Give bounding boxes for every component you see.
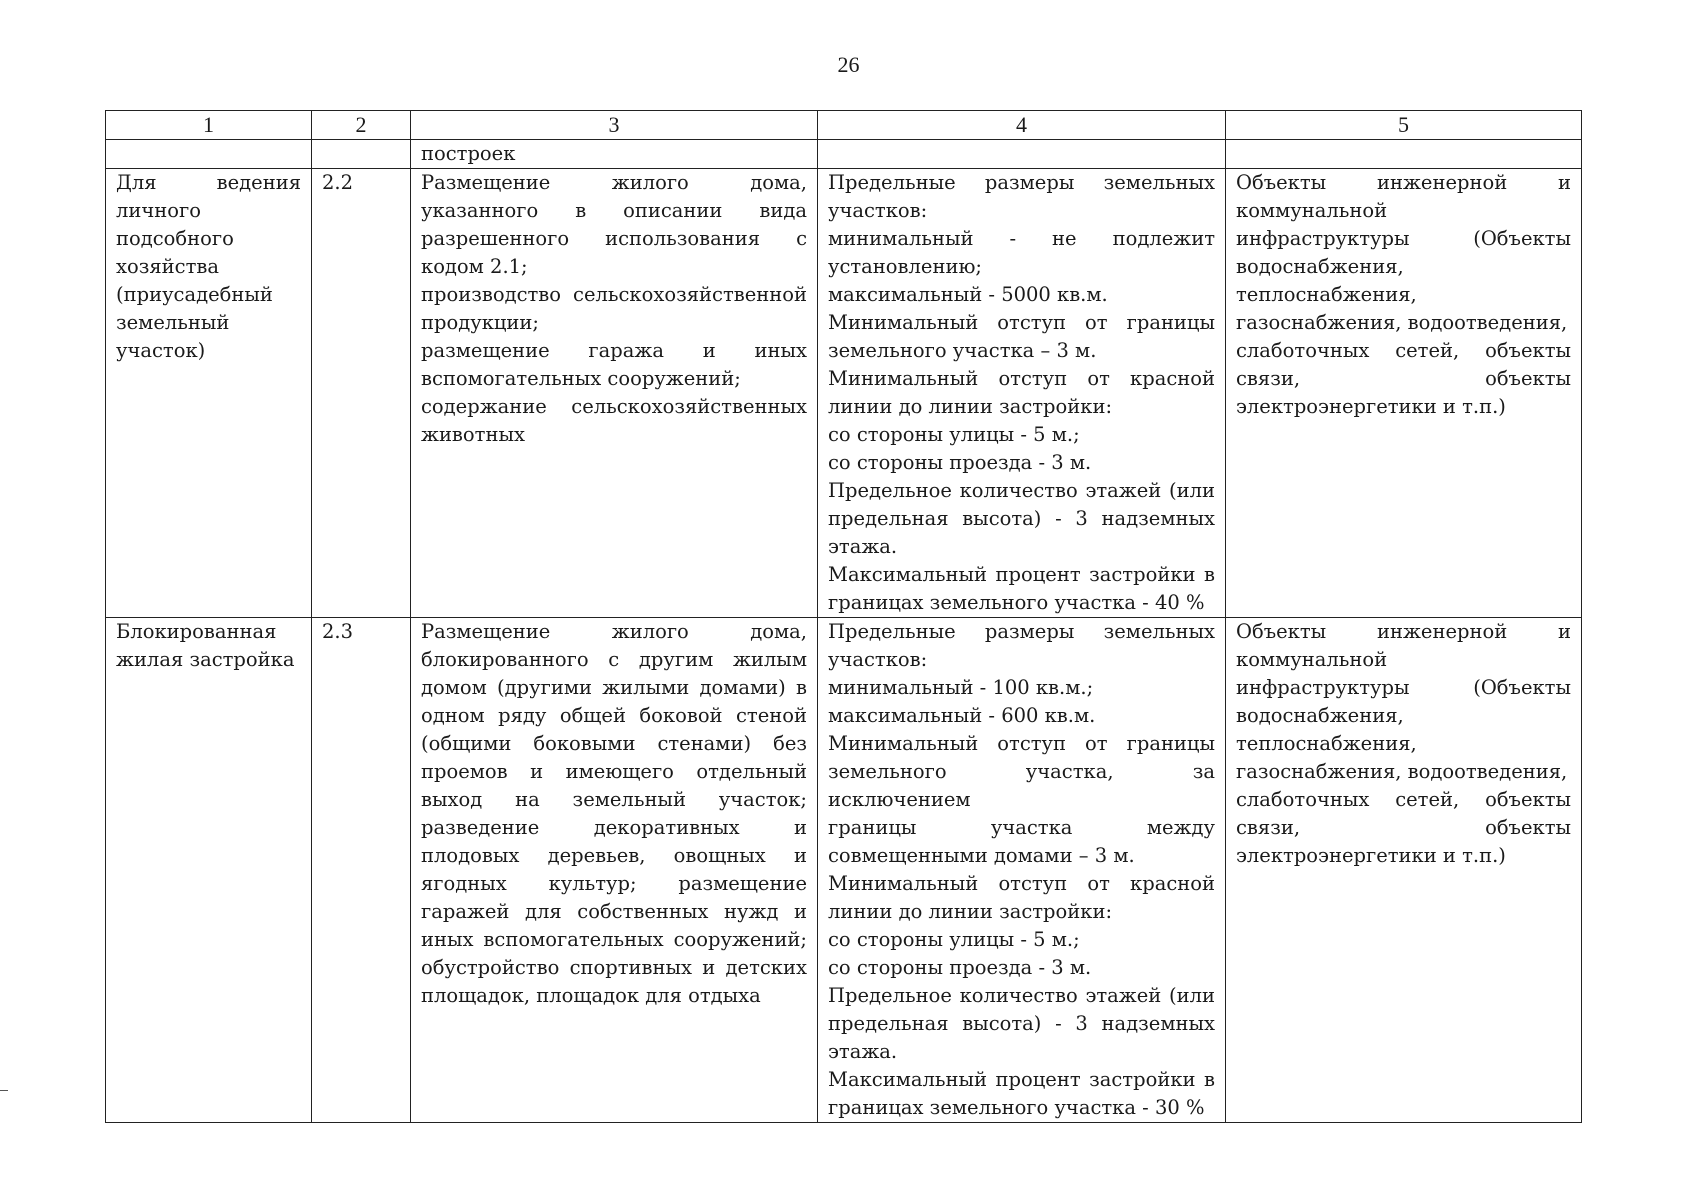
use-parameters-cell — [818, 169, 1226, 618]
cell-text-line: электроэнергетики и т.п.) — [1236, 395, 1506, 418]
cell-text-line: границах земельного участка - 40 % — [828, 591, 1205, 614]
cell-text-line: проемов и имеющего отдельный — [421, 760, 807, 783]
cell-text-line: Для ведения — [116, 171, 301, 194]
cell-text-line: линии до линии застройки: — [828, 395, 1113, 418]
continuation-cell-2 — [312, 140, 411, 169]
cell-text-line: участок) — [116, 339, 206, 362]
cell-text-line: гаражей для собственных нужд и — [421, 900, 807, 923]
cell-text-line: совмещенными домами – 3 м. — [828, 844, 1135, 867]
cell-text-line: коммунальной — [1236, 199, 1388, 222]
cell-text-line: выход на земельный участок; — [421, 788, 807, 811]
cell-text-line: Максимальный процент застройки в — [828, 1068, 1215, 1091]
cell-text-line: Предельное количество этажей (или — [828, 479, 1215, 502]
cell-text-line: теплоснабжения, — [1236, 732, 1417, 755]
cell-text-line: животных — [421, 423, 525, 446]
cell-text-line: Размещение жилого дома, — [421, 620, 807, 643]
continuation-cell-1 — [106, 140, 312, 169]
cell-text-line: водоснабжения, — [1236, 255, 1404, 278]
cell-text-line: коммунальной — [1236, 648, 1388, 671]
cell-text-line: указанного в описании вида — [421, 199, 807, 222]
cell-text-line: теплоснабжения, — [1236, 283, 1417, 306]
cell-text-line: (приусадебный — [116, 283, 273, 306]
use-parameters-cell — [818, 618, 1226, 1123]
cell-text-line: земельный — [116, 311, 230, 334]
auxiliary-uses-cell — [1226, 169, 1582, 618]
cell-text-line: Предельные размеры земельных — [828, 620, 1215, 643]
cell-text-line: инфраструктуры (Объекты — [1236, 676, 1571, 699]
cell-text-line: слаботочных сетей, объекты — [1236, 339, 1571, 362]
cell-text-line: максимальный - 5000 кв.м. — [828, 283, 1108, 306]
header-row — [106, 111, 1582, 140]
cell-text-line: этажа. — [828, 1040, 898, 1063]
cell-text-line: предельная высота) - 3 надземных — [828, 1012, 1215, 1035]
cell-text-line: (общими боковыми стенами) без — [421, 732, 807, 755]
cell-text-line: Предельное количество этажей (или — [828, 984, 1215, 1007]
cell-text-line: содержание сельскохозяйственных — [421, 395, 807, 418]
continuation-row — [106, 140, 1582, 169]
cell-text-line: жилая застройка — [116, 648, 295, 671]
cell-text-line: подсобного — [116, 227, 234, 250]
page-number: 26 — [837, 52, 860, 77]
continuation-cell-5 — [1226, 140, 1582, 169]
cell-text-line: земельного участка – 3 м. — [828, 339, 1097, 362]
cell-text-line: обустройство спортивных и детских — [421, 956, 807, 979]
table-row — [106, 618, 1582, 1123]
cell-text-line: Объекты инженерной и — [1236, 620, 1571, 643]
cell-text-line: минимальный - не подлежит — [828, 227, 1215, 250]
cell-text-line: иных вспомогательных сооружений; — [421, 928, 807, 951]
cell-text-line: со стороны улицы - 5 м.; — [828, 423, 1080, 446]
cell-text-line: плодовых деревьев, овощных и — [421, 844, 807, 867]
cell-text-line: со стороны проезда - 3 м. — [828, 956, 1092, 979]
cell-text-line: площадок, площадок для отдыха — [421, 984, 761, 1007]
use-name-cell — [106, 169, 312, 618]
cell-text-line: газоснабжения, водоотведения, — [1236, 760, 1568, 783]
continuation-cell-3: построек — [411, 140, 818, 169]
cell-text-line: со стороны проезда - 3 м. — [828, 451, 1092, 474]
use-description-cell — [411, 618, 818, 1123]
continuation-cell-4 — [818, 140, 1226, 169]
header-col-4: 4 — [818, 111, 1226, 140]
cell-text-line: разведение декоративных и — [421, 816, 807, 839]
cell-text-line: электроэнергетики и т.п.) — [1236, 844, 1506, 867]
cell-text-line: домом (другими жилыми домами) в — [421, 676, 807, 699]
cell-text-line: этажа. — [828, 535, 898, 558]
cell-text-line: Блокированная — [116, 620, 277, 643]
cell-text-line: связи, объекты — [1236, 367, 1571, 390]
cell-text-line: со стороны улицы - 5 м.; — [828, 928, 1080, 951]
cell-text-line: слаботочных сетей, объекты — [1236, 788, 1571, 811]
cell-text-line: продукции; — [421, 311, 539, 334]
scan-edge-mark — [0, 1090, 8, 1091]
cell-text-line: размещение гаража и иных — [421, 339, 807, 362]
auxiliary-uses-cell — [1226, 618, 1582, 1123]
cell-text-line: Минимальный отступ от красной — [828, 367, 1215, 390]
cell-text-line: предельная высота) - 3 надземных — [828, 507, 1215, 530]
cell-text-line: одном ряду общей боковой стеной — [421, 704, 807, 727]
cell-text-line: участков: — [828, 199, 928, 222]
cell-text-line: связи, объекты — [1236, 816, 1571, 839]
use-description-cell — [411, 169, 818, 618]
use-name-cell — [106, 618, 312, 1123]
use-code-cell: 2.2 — [312, 169, 411, 618]
header-col-1: 1 — [106, 111, 312, 140]
cell-text-line: блокированного с другим жилым — [421, 648, 807, 671]
cell-text-line: Минимальный отступ от красной — [828, 872, 1215, 895]
use-code-cell: 2.3 — [312, 618, 411, 1123]
cell-text-line: личного — [116, 199, 201, 222]
cell-text-line: кодом 2.1; — [421, 255, 528, 278]
cell-text-line: Предельные размеры земельных — [828, 171, 1215, 194]
cell-text-line: газоснабжения, водоотведения, — [1236, 311, 1568, 334]
header-col-5: 5 — [1226, 111, 1582, 140]
cell-text-line: разрешенного использования с — [421, 227, 807, 250]
cell-text-line: хозяйства — [116, 255, 219, 278]
cell-text-line: вспомогательных сооружений; — [421, 367, 741, 390]
cell-text-line: границах земельного участка - 30 % — [828, 1096, 1205, 1119]
cell-text-line: водоснабжения, — [1236, 704, 1404, 727]
cell-text-line: Минимальный отступ от границы — [828, 311, 1215, 334]
cell-text-line: участков: — [828, 648, 928, 671]
cell-text-line: максимальный - 600 кв.м. — [828, 704, 1096, 727]
cell-text-line: производство сельскохозяйственной — [421, 283, 807, 306]
cell-text-line: Минимальный отступ от границы — [828, 732, 1215, 755]
cell-text-line: Максимальный процент застройки в — [828, 563, 1215, 586]
cell-text-line: инфраструктуры (Объекты — [1236, 227, 1571, 250]
cell-text-line: минимальный - 100 кв.м.; — [828, 676, 1094, 699]
header-col-3: 3 — [411, 111, 818, 140]
table-row — [106, 169, 1582, 618]
cell-text-line: линии до линии застройки: — [828, 900, 1113, 923]
cell-text-line: ягодных культур; размещение — [421, 872, 807, 895]
cell-text-line: границы участка между — [828, 816, 1215, 839]
cell-text-line: Объекты инженерной и — [1236, 171, 1571, 194]
header-col-2: 2 — [312, 111, 411, 140]
land-use-table — [105, 110, 1582, 1123]
cell-text-line: Размещение жилого дома, — [421, 171, 807, 194]
cell-text-line: установлению; — [828, 255, 982, 278]
cell-text-line: земельного участка, за исключением — [828, 760, 1215, 811]
